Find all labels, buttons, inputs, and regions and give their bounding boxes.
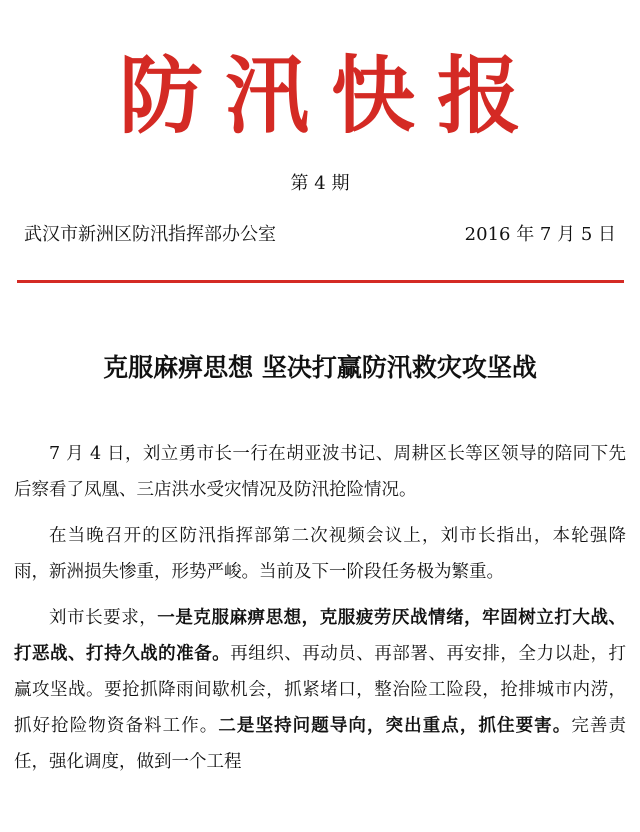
paragraph-1: 7 月 4 日，刘立勇市长一行在胡亚波书记、周耕区长等区领导的陪同下先后察看了凤凰、三店洪水受灾情况及防汛抢险情况。 (14, 444, 626, 500)
masthead-divider (17, 280, 624, 283)
office-name: 武汉市新洲区防汛指挥部办公室 (24, 224, 276, 245)
point-two-heading: 二是坚持问题导向，突出重点，抓住要害。 (218, 716, 572, 736)
masthead-title: 防汛快报 (118, 46, 543, 145)
article-headline: 克服麻痹思想 坚决打赢防汛救灾攻坚战 (103, 353, 537, 382)
paragraph-3 (14, 600, 626, 780)
paragraph-3-intro: 刘市长要求， (49, 608, 158, 628)
article-body (14, 436, 626, 790)
point-one-heading: 一是克服麻痹思想，克服疲劳厌战情绪，牢固树立打大战、打恶战、打持久战的准备。 (14, 608, 627, 664)
issue-number: 第 4 期 (290, 173, 350, 194)
point-two-detail: 完善责任，强化调度，做到一个工程 (14, 716, 626, 772)
publish-date: 2016 年 7 月 5 日 (464, 224, 616, 245)
point-one-detail: 再组织、再动员、再部署、再安排，全力以赴，打赢攻坚战。要抢抓降雨间歇机会，抓紧堵口，整治险工险段，抢排城市内涝，抓好抢险物资备料工作。 (14, 644, 627, 736)
paragraph-2: 在当晚召开的区防汛指挥部第二次视频会议上，刘市长指出，本轮强降雨，新洲损失惨重，形势严峻。当前及下一阶段任务极为繁重。 (14, 526, 626, 582)
meta-row (24, 222, 616, 248)
